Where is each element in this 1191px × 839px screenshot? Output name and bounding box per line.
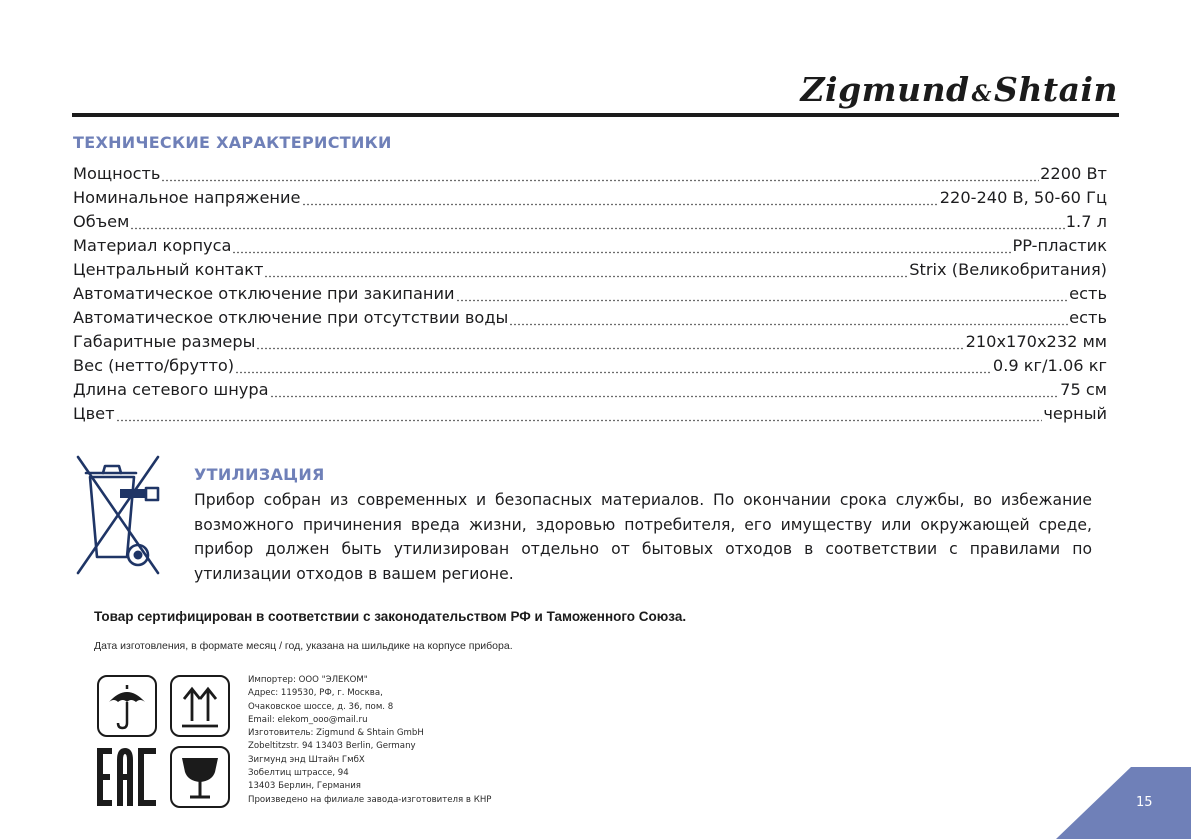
spec-leader-dots <box>130 227 1064 230</box>
spec-leader-dots <box>264 275 908 278</box>
certification-note: Товар сертифицирован в соответствии с законодательством РФ и Таможенного Союза. <box>94 609 687 624</box>
eac-mark-icon <box>96 746 158 808</box>
spec-label: Номинальное напряжение <box>73 188 301 207</box>
spec-value: 75 см <box>1060 380 1107 399</box>
spec-row <box>73 404 1107 428</box>
page-number: 15 <box>1136 795 1153 810</box>
specs-title: ТЕХНИЧЕСКИЕ ХАРАКТЕРИСТИКИ <box>73 133 392 152</box>
spec-value: черный <box>1043 404 1107 423</box>
importer-line: Зигмунд энд Штайн ГмбХ <box>248 754 365 765</box>
spec-row <box>73 284 1107 308</box>
spec-label: Длина сетевого шнура <box>73 380 269 399</box>
spec-row <box>73 236 1107 260</box>
spec-row <box>73 188 1107 212</box>
spec-value: есть <box>1069 308 1107 327</box>
spec-label: Цвет <box>73 404 115 423</box>
spec-label: Мощность <box>73 164 161 183</box>
importer-line: Произведено на филиале завода-изготовителя в КНР <box>248 794 492 805</box>
spec-leader-dots <box>456 299 1069 302</box>
spec-value: 210х170х232 мм <box>965 332 1107 351</box>
spec-label: Центральный контакт <box>73 260 264 279</box>
page-corner-tab <box>1056 767 1191 839</box>
spec-label: Вес (нетто/брутто) <box>73 356 235 375</box>
spec-leader-dots <box>509 323 1068 326</box>
spec-value: 220-240 В, 50-60 Гц <box>939 188 1107 207</box>
spec-leader-dots <box>161 179 1039 182</box>
fragile-glass-icon <box>170 746 230 808</box>
spec-label: Автоматическое отключение при отсутствии воды <box>73 308 509 327</box>
spec-value: 2200 Вт <box>1040 164 1107 183</box>
spec-value: PP-пластик <box>1012 236 1107 255</box>
importer-line: Изготовитель: Zigmund & Shtain GmbH <box>248 728 424 739</box>
importer-line: Очаковское шоссе, д. 36, пом. 8 <box>248 701 394 712</box>
this-way-up-icon <box>170 675 230 737</box>
importer-line: 13403 Берлин, Германия <box>248 781 361 792</box>
umbrella-icon <box>97 675 157 737</box>
specs-list <box>73 164 1107 428</box>
spec-label: Габаритные размеры <box>73 332 256 351</box>
spec-leader-dots <box>235 371 992 374</box>
spec-leader-dots <box>302 203 939 206</box>
spec-leader-dots <box>116 419 1043 422</box>
manufacture-date-note: Дата изготовления, в формате месяц / год, указана на шильдике на корпусе прибора. <box>94 640 513 652</box>
importer-line: Зобелтиц штрассе, 94 <box>248 768 349 779</box>
spec-row <box>73 164 1107 188</box>
disposal-title: УТИЛИЗАЦИЯ <box>194 465 325 484</box>
importer-line: Адрес: 119530, РФ, г. Москва, <box>248 688 383 699</box>
spec-leader-dots <box>232 251 1011 254</box>
spec-row <box>73 380 1107 404</box>
importer-line: Импортер: ООО "ЭЛЕКОМ" <box>248 675 368 685</box>
spec-label: Объем <box>73 212 130 231</box>
spec-value: 1.7 л <box>1065 212 1107 231</box>
brand-logo-part1: Zigmund <box>800 70 970 109</box>
spec-value: 0.9 кг/1.06 кг <box>992 356 1107 375</box>
brand-logo-part2: Shtain <box>994 70 1118 109</box>
spec-row <box>73 260 1107 284</box>
spec-row <box>73 212 1107 236</box>
header-rule <box>72 113 1119 117</box>
importer-info <box>248 674 548 807</box>
importer-line: Email: elekom_ooo@mail.ru <box>248 714 368 725</box>
spec-label: Материал корпуса <box>73 236 232 255</box>
spec-row <box>73 332 1107 356</box>
crossed-bin-icon <box>76 455 162 575</box>
spec-leader-dots <box>256 347 964 350</box>
disposal-text: Прибор собран из современных и безопасных материалов. По окончании срока службы, во избежание возможного причинения вреда жизни, здоровью потребителя, его имуществу или окружающей среде, прибор должен быть утилизирован отдельно от бытовых отходов в соответствии с правилами по утилизации отходов в вашем регионе. <box>194 491 1092 583</box>
spec-row <box>73 308 1107 332</box>
spec-leader-dots <box>270 395 1060 398</box>
importer-line: Zobeltitzstr. 94 13403 Berlin, Germany <box>248 741 416 752</box>
spec-row <box>73 356 1107 380</box>
brand-logo-amp: & <box>971 81 993 107</box>
spec-value: Strix (Великобритания) <box>909 260 1107 279</box>
spec-value: есть <box>1069 284 1107 303</box>
brand-logo <box>800 70 1118 109</box>
spec-label: Автоматическое отключение при закипании <box>73 284 455 303</box>
